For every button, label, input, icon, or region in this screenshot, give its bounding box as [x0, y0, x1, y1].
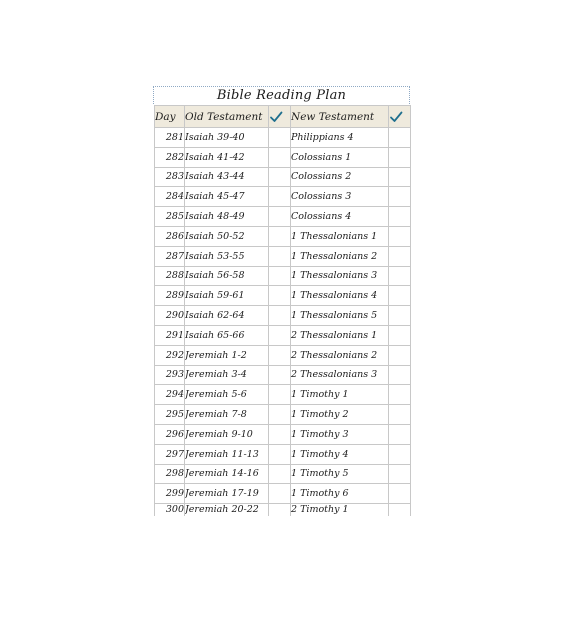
old-testament-reading: Jeremiah 20-22: [185, 504, 269, 517]
reading-plan-table: [154, 105, 411, 516]
table-header-row: [155, 106, 411, 128]
new-testament-reading: 2 Thessalonians 2: [291, 345, 389, 365]
new-testament-checkbox[interactable]: [389, 405, 411, 425]
old-testament-checkbox[interactable]: [269, 345, 291, 365]
old-testament-reading: Jeremiah 11-13: [185, 444, 269, 464]
table-row: [155, 444, 411, 464]
new-testament-reading: 2 Thessalonians 1: [291, 325, 389, 345]
new-testament-reading: Colossians 3: [291, 187, 389, 207]
day-number: 297: [155, 444, 185, 464]
new-testament-reading: 1 Timothy 1: [291, 385, 389, 405]
old-testament-checkbox[interactable]: [269, 286, 291, 306]
old-testament-checkbox[interactable]: [269, 128, 291, 148]
day-number: 298: [155, 464, 185, 484]
new-testament-reading: Colossians 4: [291, 207, 389, 227]
day-number: 292: [155, 345, 185, 365]
old-testament-reading: Isaiah 53-55: [185, 246, 269, 266]
new-testament-reading: 2 Thessalonians 3: [291, 365, 389, 385]
old-testament-reading: Isaiah 59-61: [185, 286, 269, 306]
new-testament-checkbox[interactable]: [389, 345, 411, 365]
new-testament-checkbox[interactable]: [389, 246, 411, 266]
table-row: [155, 207, 411, 227]
table-row: [155, 306, 411, 326]
old-testament-checkbox[interactable]: [269, 444, 291, 464]
new-testament-checkbox[interactable]: [389, 128, 411, 148]
old-testament-checkbox[interactable]: [269, 504, 291, 517]
new-testament-reading: 2 Timothy 1: [291, 504, 389, 517]
old-testament-checkbox[interactable]: [269, 464, 291, 484]
day-number: 281: [155, 128, 185, 148]
table-row: [155, 405, 411, 425]
old-testament-reading: Jeremiah 14-16: [185, 464, 269, 484]
new-testament-checkbox[interactable]: [389, 504, 411, 517]
table-row: [155, 365, 411, 385]
old-testament-reading: Isaiah 45-47: [185, 187, 269, 207]
new-testament-reading: Colossians 2: [291, 167, 389, 187]
new-testament-checkbox[interactable]: [389, 385, 411, 405]
old-testament-reading: Jeremiah 7-8: [185, 405, 269, 425]
old-testament-check-header: [269, 106, 291, 128]
new-testament-checkbox[interactable]: [389, 207, 411, 227]
new-testament-reading: 1 Timothy 2: [291, 405, 389, 425]
day-number: 284: [155, 187, 185, 207]
new-testament-checkbox[interactable]: [389, 325, 411, 345]
old-testament-reading: Isaiah 41-42: [185, 147, 269, 167]
old-testament-reading: Jeremiah 17-19: [185, 484, 269, 504]
title-box: [153, 86, 410, 104]
new-testament-checkbox[interactable]: [389, 365, 411, 385]
new-testament-checkbox[interactable]: [389, 147, 411, 167]
new-testament-reading: 1 Thessalonians 2: [291, 246, 389, 266]
new-testament-reading: 1 Thessalonians 1: [291, 226, 389, 246]
new-testament-reading: 1 Thessalonians 4: [291, 286, 389, 306]
table-row: [155, 187, 411, 207]
old-testament-reading: Jeremiah 9-10: [185, 424, 269, 444]
table-row: [155, 266, 411, 286]
new-testament-checkbox[interactable]: [389, 306, 411, 326]
page-title: Bible Reading Plan: [216, 88, 347, 103]
old-testament-checkbox[interactable]: [269, 226, 291, 246]
day-number: 283: [155, 167, 185, 187]
new-testament-checkbox[interactable]: [389, 187, 411, 207]
old-testament-checkbox[interactable]: [269, 306, 291, 326]
table-row: [155, 128, 411, 148]
table-row: [155, 345, 411, 365]
old-testament-checkbox[interactable]: [269, 365, 291, 385]
old-testament-reading: Isaiah 39-40: [185, 128, 269, 148]
day-column-header: Day: [155, 106, 185, 128]
old-testament-reading: Jeremiah 5-6: [185, 385, 269, 405]
table-row: [155, 385, 411, 405]
day-number: 289: [155, 286, 185, 306]
table-row: [155, 464, 411, 484]
old-testament-reading: Jeremiah 3-4: [185, 365, 269, 385]
new-testament-checkbox[interactable]: [389, 226, 411, 246]
day-number: 294: [155, 385, 185, 405]
new-testament-checkbox[interactable]: [389, 444, 411, 464]
new-testament-reading: 1 Timothy 3: [291, 424, 389, 444]
new-testament-reading: 1 Timothy 6: [291, 484, 389, 504]
table-row: [155, 484, 411, 504]
checkmark-icon: [389, 110, 403, 124]
old-testament-column-header: Old Testament: [185, 106, 269, 128]
old-testament-checkbox[interactable]: [269, 266, 291, 286]
old-testament-checkbox[interactable]: [269, 207, 291, 227]
day-number: 288: [155, 266, 185, 286]
old-testament-reading: Isaiah 56-58: [185, 266, 269, 286]
old-testament-reading: Isaiah 65-66: [185, 325, 269, 345]
old-testament-checkbox[interactable]: [269, 424, 291, 444]
new-testament-checkbox[interactable]: [389, 424, 411, 444]
table-row: [155, 167, 411, 187]
old-testament-checkbox[interactable]: [269, 385, 291, 405]
old-testament-checkbox[interactable]: [269, 484, 291, 504]
old-testament-checkbox[interactable]: [269, 325, 291, 345]
day-number: 287: [155, 246, 185, 266]
day-number: 295: [155, 405, 185, 425]
old-testament-checkbox[interactable]: [269, 187, 291, 207]
new-testament-check-header: [389, 106, 411, 128]
new-testament-checkbox[interactable]: [389, 484, 411, 504]
table-row: [155, 286, 411, 306]
table-row: [155, 147, 411, 167]
old-testament-reading: Isaiah 48-49: [185, 207, 269, 227]
old-testament-reading: Isaiah 62-64: [185, 306, 269, 326]
day-number: 299: [155, 484, 185, 504]
old-testament-reading: Isaiah 50-52: [185, 226, 269, 246]
day-number: 290: [155, 306, 185, 326]
table-row: [155, 325, 411, 345]
new-testament-checkbox[interactable]: [389, 464, 411, 484]
day-number: 282: [155, 147, 185, 167]
new-testament-checkbox[interactable]: [389, 167, 411, 187]
day-number: 291: [155, 325, 185, 345]
new-testament-reading: 1 Timothy 4: [291, 444, 389, 464]
old-testament-reading: Jeremiah 1-2: [185, 345, 269, 365]
table-row: [155, 424, 411, 444]
day-number: 296: [155, 424, 185, 444]
new-testament-column-header: New Testament: [291, 106, 389, 128]
day-number: 300: [155, 504, 185, 517]
old-testament-checkbox[interactable]: [269, 167, 291, 187]
table-row: [155, 226, 411, 246]
new-testament-reading: Colossians 1: [291, 147, 389, 167]
old-testament-checkbox[interactable]: [269, 405, 291, 425]
new-testament-checkbox[interactable]: [389, 266, 411, 286]
new-testament-reading: Philippians 4: [291, 128, 389, 148]
day-number: 293: [155, 365, 185, 385]
day-number: 286: [155, 226, 185, 246]
new-testament-reading: 1 Timothy 5: [291, 464, 389, 484]
day-number: 285: [155, 207, 185, 227]
table-row: [155, 246, 411, 266]
new-testament-reading: 1 Thessalonians 5: [291, 306, 389, 326]
table-row: [155, 504, 411, 517]
checkmark-icon: [269, 110, 283, 124]
new-testament-checkbox[interactable]: [389, 286, 411, 306]
old-testament-checkbox[interactable]: [269, 147, 291, 167]
old-testament-reading: Isaiah 43-44: [185, 167, 269, 187]
new-testament-reading: 1 Thessalonians 3: [291, 266, 389, 286]
old-testament-checkbox[interactable]: [269, 246, 291, 266]
